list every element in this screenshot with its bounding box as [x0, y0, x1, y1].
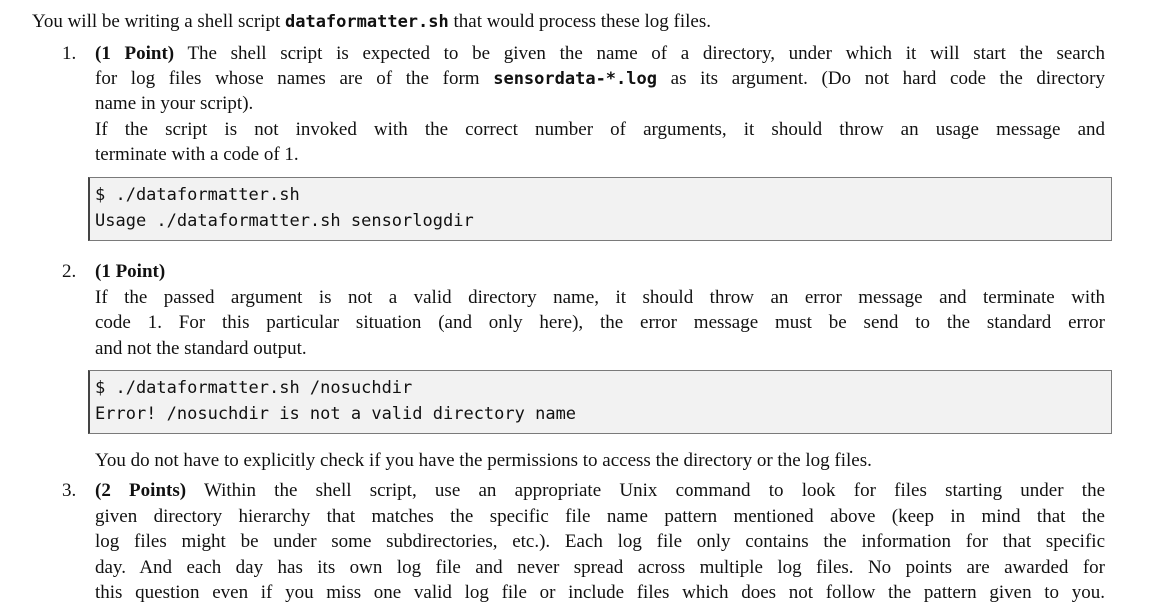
script-name: dataformatter.sh — [284, 12, 449, 32]
code-line: $ ./dataformatter.sh — [95, 185, 300, 205]
item-2-number: 2. — [62, 261, 77, 282]
code-line: Error! /nosuchdir is not a valid directory name — [95, 404, 577, 424]
item-3-line-3: log files might be under some subdirectories, etc.). Each log file only contains the information for that specific — [95, 531, 1105, 552]
item-1-line-3: name in your script). — [95, 93, 254, 114]
intro-paragraph — [32, 9, 711, 35]
item-3-number: 3. — [62, 480, 77, 501]
item-2-points: (1 Point) — [95, 261, 166, 282]
item-3-line-1: (2 Points) Within the shell script, use an appropriate Unix command to look for files starting under the — [95, 480, 1106, 501]
item-3-line-2: given directory hierarchy that matches the specific file name pattern mentioned above (keep in mind that the — [95, 506, 1105, 527]
item-3-line-5: this question even if you miss one valid log file or include files which does not follow the pattern given to you. — [95, 582, 1105, 603]
intro-text-after: that would process these log files. — [448, 11, 712, 32]
item-1-line-5: terminate with a code of 1. — [95, 144, 299, 165]
item-1-points: (1 Point) — [95, 43, 175, 64]
item-2-line-3: and not the standard output. — [95, 338, 307, 359]
item-3-points: (2 Points) — [95, 480, 187, 501]
item-1-line-4: If the script is not invoked with the correct number of arguments, it should throw an usage message and — [95, 119, 1105, 140]
item-3-line-4: day. And each day has its own log file and never spread across multiple log files. No points are awarded for — [95, 557, 1105, 578]
item-1-number: 1. — [62, 43, 77, 64]
code-line: $ ./dataformatter.sh /nosuchdir — [95, 378, 413, 398]
item-2-code-block — [88, 370, 1112, 434]
item-1-code-block — [88, 177, 1112, 241]
item-1-line-1: (1 Point) The shell script is expected to be given the name of a directory, under which it will start the search — [95, 43, 1105, 64]
item-2-note: You do not have to explicitly check if you have the permissions to access the directory or the log files. — [95, 450, 872, 471]
item-2-line-1: If the passed argument is not a valid directory name, it should throw an error message and terminate with — [95, 287, 1105, 308]
intro-text-before: You will be writing a shell script — [32, 11, 285, 32]
file-pattern: sensordata-*.log — [493, 69, 657, 89]
item-1-line-2: for log files whose names are of the form sensordata-*.log as its argument. (Do not hard code the directory — [95, 68, 1105, 89]
code-line: Usage ./dataformatter.sh sensorlogdir — [95, 211, 474, 231]
item-2-line-2: code 1. For this particular situation (and only here), the error message must be send to the standard error — [95, 312, 1105, 333]
